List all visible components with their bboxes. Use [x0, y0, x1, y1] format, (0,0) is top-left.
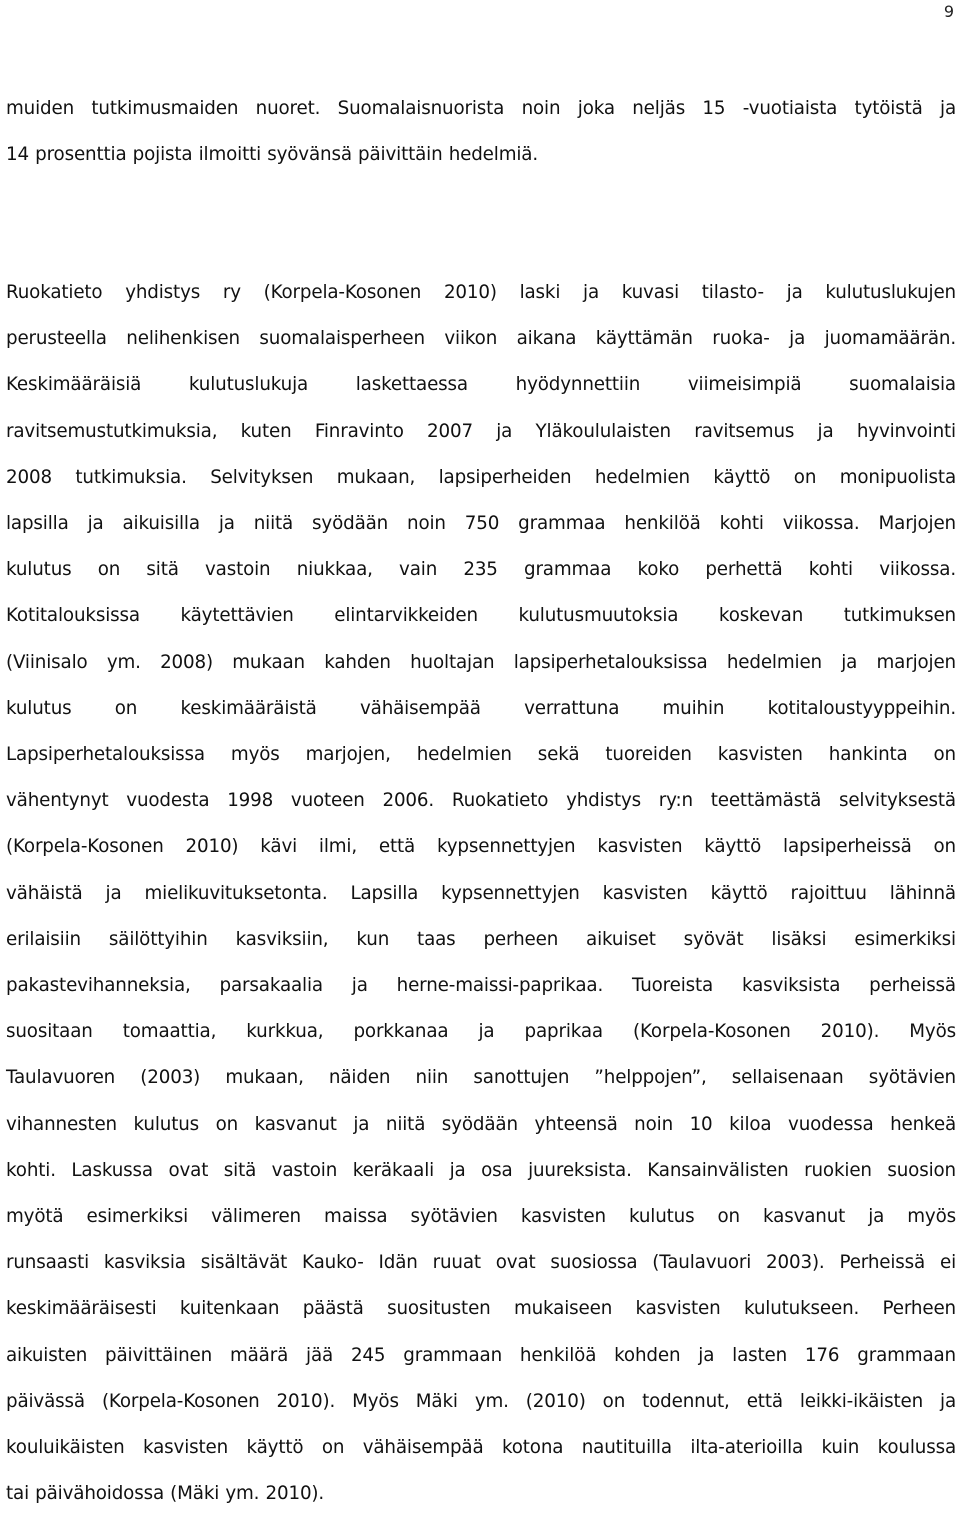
text-line: pakastevihanneksia, parsakaalia ja herne-maissi-paprikaa. Tuoreista kasviksista perheissä: [6, 975, 956, 997]
text-line: päivässä (Korpela-Kosonen 2010). Myös Mäki ym. (2010) on todennut, että leikki-ikäisten ja: [6, 1390, 956, 1412]
text-line: kohti. Laskussa ovat sitä vastoin keräkaali ja osa juureksista. Kansainvälisten ruokien suosion: [6, 1159, 956, 1181]
text-line: 2008 tutkimuksia. Selvityksen mukaan, lapsiperheiden hedelmien käyttö on monipuolista: [6, 466, 956, 488]
text-line: ravitsemustutkimuksia, kuten Finravinto 2007 ja Yläkoululaisten ravitsemus ja hyvinvointi: [6, 420, 956, 442]
text-line: (Korpela-Kosonen 2010) kävi ilmi, että kypsennettyjen kasvisten käyttö lapsiperheissä on: [6, 836, 956, 858]
text-line: myötä esimerkiksi välimeren maissa syötävien kasvisten kulutus on kasvanut ja myös: [6, 1206, 956, 1228]
text-line: vähäistä ja mielikuvituksetonta. Lapsilla kypsennettyjen kasvisten käyttö rajoittuu lähinnä: [6, 882, 956, 904]
paragraph-1: [6, 86, 956, 178]
text-line: aikuisten päivittäinen määrä jää 245 grammaan henkilöä kohden ja lasten 176 grammaan: [6, 1344, 956, 1366]
text-line: runsaasti kasviksia sisältävät Kauko- Idän ruuat ovat suosiossa (Taulavuori 2003). Perheissä ei: [6, 1252, 956, 1274]
text-line: kulutus on sitä vastoin niukkaa, vain 235 grammaa koko perhettä kohti viikossa.: [6, 559, 956, 581]
text-line: (Viinisalo ym. 2008) mukaan kahden huoltajan lapsiperhetalouksissa hedelmien ja marjojen: [6, 651, 956, 673]
text-line: kulutus on keskimääräistä vähäisempää verrattuna muihin kotitaloustyyppeihin.: [6, 697, 956, 719]
paragraph-2: [6, 270, 956, 1517]
text-line: vihannesten kulutus on kasvanut ja niitä syödään yhteensä noin 10 kiloa vuodessa henkeä: [6, 1113, 956, 1135]
text-line: muiden tutkimusmaiden nuoret. Suomalaisnuorista noin joka neljäs 15 -vuotiaista tytöistä ja: [6, 98, 956, 119]
text-line: kouluikäisten kasvisten käyttö on vähäisempää kotona nautituilla ilta-aterioilla kuin koulussa: [6, 1437, 956, 1459]
text-line: erilaisiin säilöttyihin kasviksiin, kun taas perheen aikuiset syövät lisäksi esimerkiksi: [6, 928, 956, 950]
text-line: Kotitalouksissa käytettävien elintarvikkeiden kulutusmuutoksia koskevan tutkimuksen: [6, 605, 956, 627]
text-line: tai päivähoidossa (Mäki ym. 2010).: [6, 1483, 325, 1505]
text-line: Ruokatieto yhdistys ry (Korpela-Kosonen 2010) laski ja kuvasi tilasto- ja kulutuslukujen: [6, 282, 956, 303]
page-number: 9: [943, 2, 954, 21]
text-line: Lapsiperhetalouksissa myös marjojen, hedelmien sekä tuoreiden kasvisten hankinta on: [6, 744, 956, 766]
text-line: perusteella nelihenkisen suomalaisperheen viikon aikana käyttämän ruoka- ja juomamäärän.: [6, 328, 956, 350]
text-line: suositaan tomaattia, kurkkua, porkkanaa ja paprikaa (Korpela-Kosonen 2010). Myös: [6, 1021, 956, 1043]
text-line: Keskimääräisiä kulutuslukuja laskettaessa hyödynnettiin viimeisimpiä suomalaisia: [6, 374, 956, 396]
text-line: Taulavuoren (2003) mukaan, näiden niin sanottujen ”helppojen”, sellaisenaan syötävien: [6, 1067, 956, 1089]
text-line: vähentynyt vuodesta 1998 vuoteen 2006. Ruokatieto yhdistys ry:n teettämästä selvityksestä: [6, 790, 956, 812]
text-line: 14 prosenttia pojista ilmoitti syövänsä päivittäin hedelmiä.: [6, 144, 539, 166]
text-line: keskimääräisesti kuitenkaan päästä suositusten mukaiseen kasvisten kulutukseen. Perheen: [6, 1298, 956, 1320]
text-line: lapsilla ja aikuisilla ja niitä syödään noin 750 grammaa henkilöä kohti viikossa. Marjojen: [6, 513, 956, 535]
